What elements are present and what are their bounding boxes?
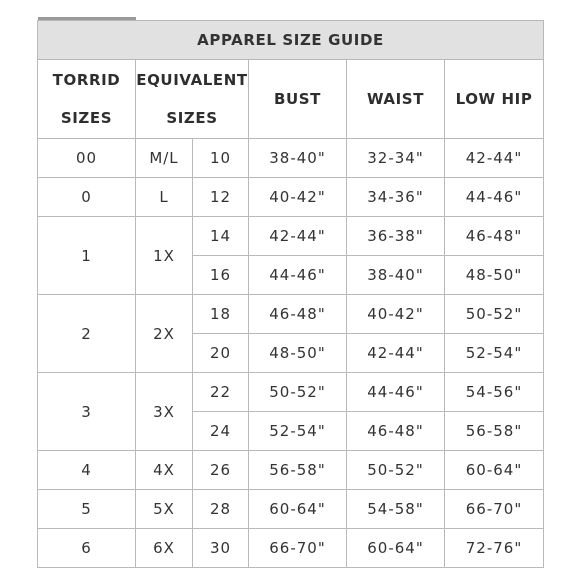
low-hip-cell: 46-48": [445, 217, 544, 256]
bust-cell: 40-42": [249, 178, 347, 217]
low-hip-cell: 52-54": [445, 334, 544, 373]
bust-cell: 38-40": [249, 139, 347, 178]
table-row: [38, 139, 544, 178]
waist-cell: 46-48": [347, 412, 445, 451]
header-equivalent-sizes: [136, 60, 249, 139]
table-row: [38, 373, 544, 412]
bust-cell: 66-70": [249, 529, 347, 568]
torrid-size-cell: 4: [38, 451, 136, 490]
torrid-size-cell: 6: [38, 529, 136, 568]
header-low-hip: LOW HIP: [445, 60, 544, 139]
table-row: [38, 217, 544, 256]
table-row: [38, 451, 544, 490]
equivalent-alpha-size-cell: M/L: [136, 139, 193, 178]
equivalent-alpha-size-cell: 4X: [136, 451, 193, 490]
header-torrid-line-2: SIZES: [60, 109, 113, 127]
waist-cell: 34-36": [347, 178, 445, 217]
header-row: [38, 60, 544, 139]
bust-cell: 42-44": [249, 217, 347, 256]
torrid-size-cell: 5: [38, 490, 136, 529]
bust-cell: 46-48": [249, 295, 347, 334]
bust-cell: 56-58": [249, 451, 347, 490]
low-hip-cell: 56-58": [445, 412, 544, 451]
bust-cell: 50-52": [249, 373, 347, 412]
low-hip-cell: 44-46": [445, 178, 544, 217]
table-row: [38, 178, 544, 217]
table-row: [38, 529, 544, 568]
equivalent-numeric-size-cell: 12: [193, 178, 249, 217]
header-bust: BUST: [249, 60, 347, 139]
equivalent-alpha-size-cell: 6X: [136, 529, 193, 568]
waist-cell: 50-52": [347, 451, 445, 490]
bust-cell: 52-54": [249, 412, 347, 451]
equivalent-alpha-size-cell: L: [136, 178, 193, 217]
waist-cell: 60-64": [347, 529, 445, 568]
equivalent-numeric-size-cell: 24: [193, 412, 249, 451]
table-row: [38, 295, 544, 334]
equivalent-alpha-size-cell: 3X: [136, 373, 193, 451]
equivalent-alpha-size-cell: 2X: [136, 295, 193, 373]
header-torrid-line-1: TORRID: [52, 71, 121, 89]
size-table-body: [38, 139, 544, 568]
waist-cell: 44-46": [347, 373, 445, 412]
waist-cell: 36-38": [347, 217, 445, 256]
equivalent-numeric-size-cell: 22: [193, 373, 249, 412]
low-hip-cell: 48-50": [445, 256, 544, 295]
equivalent-numeric-size-cell: 10: [193, 139, 249, 178]
size-guide-table: [37, 20, 544, 568]
title-row: [38, 21, 544, 60]
header-equivalent-line-1: EQUIVALENT: [136, 71, 248, 89]
waist-cell: 38-40": [347, 256, 445, 295]
equivalent-numeric-size-cell: 26: [193, 451, 249, 490]
equivalent-alpha-size-cell: 5X: [136, 490, 193, 529]
low-hip-cell: 72-76": [445, 529, 544, 568]
torrid-size-cell: 2: [38, 295, 136, 373]
equivalent-numeric-size-cell: 18: [193, 295, 249, 334]
torrid-size-cell: 0: [38, 178, 136, 217]
equivalent-alpha-size-cell: 1X: [136, 217, 193, 295]
low-hip-cell: 54-56": [445, 373, 544, 412]
header-equivalent-line-2: SIZES: [166, 109, 218, 127]
waist-cell: 42-44": [347, 334, 445, 373]
torrid-size-cell: 00: [38, 139, 136, 178]
bust-cell: 44-46": [249, 256, 347, 295]
torrid-size-cell: 3: [38, 373, 136, 451]
low-hip-cell: 50-52": [445, 295, 544, 334]
low-hip-cell: 60-64": [445, 451, 544, 490]
waist-cell: 54-58": [347, 490, 445, 529]
equivalent-numeric-size-cell: 14: [193, 217, 249, 256]
equivalent-numeric-size-cell: 28: [193, 490, 249, 529]
equivalent-numeric-size-cell: 20: [193, 334, 249, 373]
torrid-size-cell: 1: [38, 217, 136, 295]
equivalent-numeric-size-cell: 30: [193, 529, 249, 568]
low-hip-cell: 42-44": [445, 139, 544, 178]
low-hip-cell: 66-70": [445, 490, 544, 529]
header-waist: WAIST: [347, 60, 445, 139]
waist-cell: 40-42": [347, 295, 445, 334]
header-torrid-sizes: [38, 60, 136, 139]
table-row: [38, 490, 544, 529]
bust-cell: 48-50": [249, 334, 347, 373]
waist-cell: 32-34": [347, 139, 445, 178]
table-title: APPAREL SIZE GUIDE: [38, 21, 544, 60]
bust-cell: 60-64": [249, 490, 347, 529]
equivalent-numeric-size-cell: 16: [193, 256, 249, 295]
